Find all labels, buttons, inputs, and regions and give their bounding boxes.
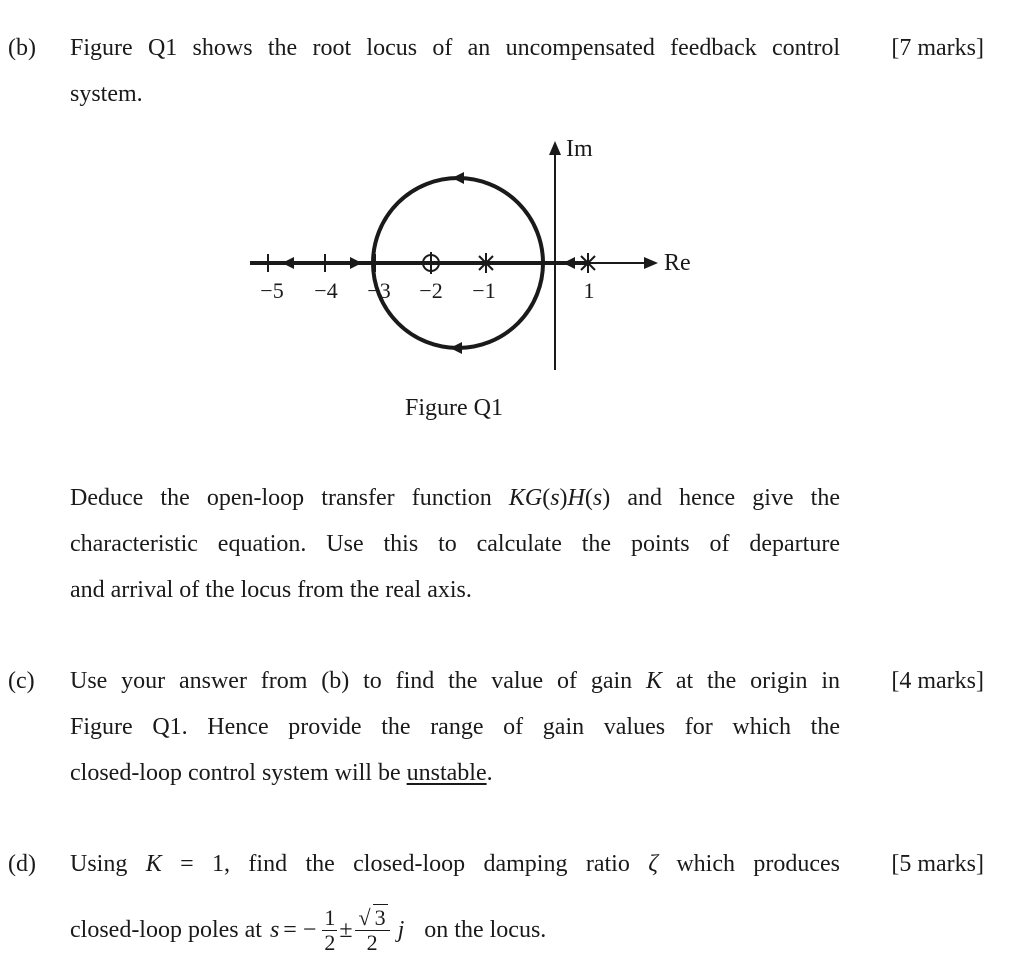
part-b-question-line1: Deduce the open-loop transfer function KG(s)H(s) and hence give the	[70, 485, 840, 511]
symbol-zeta: ζ	[648, 851, 658, 877]
tick-label-minus-2: −2	[419, 278, 443, 303]
locus-arrow-top	[452, 172, 464, 184]
tick-label-minus-3: −3	[367, 278, 391, 303]
fraction-numerator	[355, 906, 390, 931]
part-b-label: (b)	[8, 35, 36, 61]
locus-arrow-bottom	[450, 342, 462, 354]
question-text: Deduce the open-loop transfer function	[70, 485, 509, 511]
part-c-marks: [4 marks]	[891, 668, 984, 694]
plus-minus: ±	[339, 917, 353, 943]
part-d-line2	[70, 902, 546, 958]
part-c-line2: Figure Q1. Hence provide the range of gain values for which the	[70, 714, 840, 740]
question-text: at the origin in	[662, 668, 840, 694]
symbol-g: G	[524, 485, 543, 511]
tick-label-plus-1: 1	[583, 278, 595, 303]
locus-arrow-mid	[350, 257, 362, 269]
question-text: Using	[70, 851, 146, 877]
fraction-one-half	[322, 906, 337, 955]
part-b-question-line2: characteristic equation. Use this to calculate the points of departure	[70, 531, 840, 557]
symbol-j: j	[397, 917, 405, 943]
part-d-marks: [5 marks]	[891, 851, 984, 877]
tick-label-minus-4: −4	[314, 278, 338, 303]
part-b-marks: [7 marks]	[891, 35, 984, 61]
tick-label-minus-5: −5	[260, 278, 284, 303]
part-c-line3	[70, 758, 493, 788]
underlined-word: unstable	[406, 760, 487, 786]
fraction-denominator: 2	[366, 929, 378, 955]
locus-arrow-left	[282, 257, 294, 269]
im-label: Im	[566, 136, 593, 162]
sqrt-radicand: 3	[374, 904, 386, 930]
fraction-root3-over-2	[355, 906, 390, 955]
symbol-h: H	[567, 485, 585, 511]
equals-minus: = −	[283, 917, 317, 943]
question-text: and hence give the	[610, 485, 840, 511]
figure-caption: Figure Q1	[405, 395, 503, 421]
question-text: which produces	[657, 851, 840, 877]
question-text: = 1, find the closed-loop damping ratio	[161, 851, 649, 877]
part-d-line1	[70, 849, 840, 879]
tick-label-minus-1: −1	[472, 278, 496, 303]
question-text: .	[486, 760, 493, 786]
part-b-intro-line2: system.	[70, 81, 143, 107]
symbol-k: K	[646, 668, 663, 694]
fraction-denominator: 2	[324, 929, 336, 955]
symbol-k: K	[145, 851, 162, 877]
fraction-numerator: 1	[324, 904, 336, 930]
re-label: Re	[664, 250, 691, 276]
sqrt-sign: √	[358, 904, 371, 930]
imaginary-axis-arrowhead	[549, 141, 561, 155]
symbol-s: s	[592, 485, 603, 511]
symbol-s: s	[550, 485, 560, 511]
part-c-line1	[70, 666, 840, 696]
part-b-question-line3: and arrival of the locus from the real axis.	[70, 577, 472, 603]
question-text: on the locus.	[424, 917, 547, 943]
real-axis-arrowhead	[644, 257, 658, 269]
symbol-s: s	[269, 917, 280, 943]
question-text: Use your answer from (b) to find the value of gain	[70, 668, 647, 694]
question-text: closed-loop control system will be	[70, 760, 407, 786]
locus-arrow-right	[563, 257, 575, 269]
part-d-label: (d)	[8, 851, 36, 877]
root-locus-figure	[240, 125, 720, 380]
question-text: closed-loop poles at	[70, 917, 262, 943]
part-b-intro-line1: Figure Q1 shows the root locus of an uncompensated feedback control	[70, 35, 840, 61]
part-c-label: (c)	[8, 668, 35, 694]
symbol-k: K	[508, 485, 525, 511]
